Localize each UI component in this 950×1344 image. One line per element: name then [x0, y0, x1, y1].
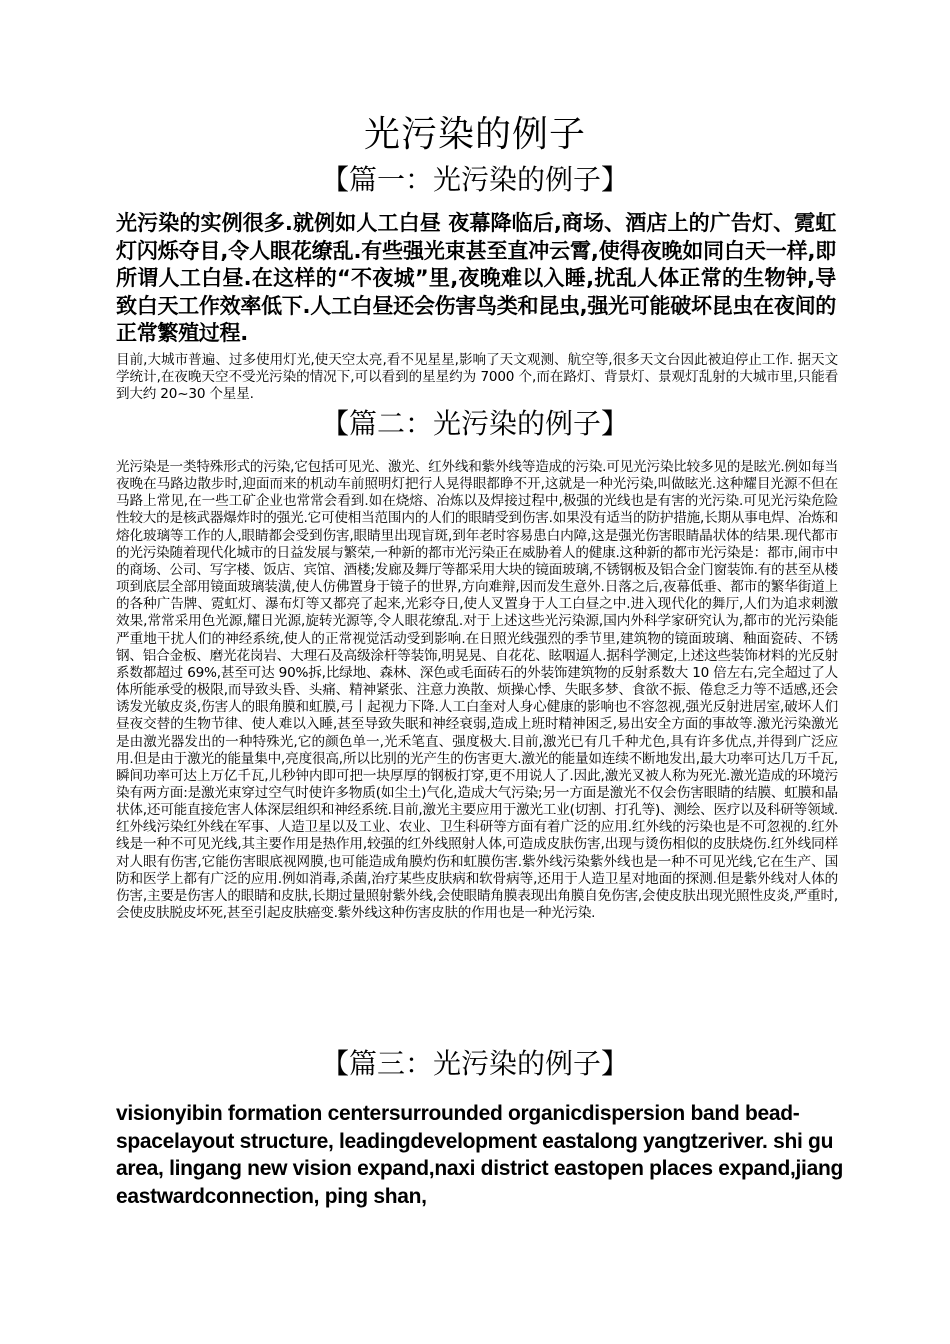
section-1-heading: 【篇一：光污染的例子】 [320, 163, 629, 196]
section-3-paragraph: visionyibin formation centersurrounded organicdispersion band bead-spacelayout structure, leadingdevelopment eastalong yangtzeriver. shi gu area, lingang new vision expand,naxi district eastopen places expand,jiang eastwardconnection, ping shan, [116, 1102, 844, 1208]
section-3-heading: 【篇三：光污染的例子】 [320, 1047, 629, 1080]
section-2-heading: 【篇二：光污染的例子】 [320, 407, 629, 440]
document-title: 光污染的例子 [363, 114, 586, 155]
section-1-bold-paragraph: 光污染的实例很多.就例如人工白昼 夜幕降临后,商场、酒店上的广告灯、霓虹灯闪烁夺目,令人眼花缭乱.有些强光束甚至直冲云霄,使得夜晚如同白天一样,即所谓人工白昼.在这样的“不夜城”里,夜晚难以入睡,扰乱人体正常的生物钟,导致白天工作效率低下.人工白昼还会伤害鸟类和昆虫,强光可能破坏昆虫在夜间的正常繁殖过程. [116, 211, 836, 345]
section-2-paragraph: 光污染是一类特殊形式的污染,它包括可见光、激光、红外线和紫外线等造成的污染.可见光污染比较多见的是眩光.例如每当夜晚在马路边散步时,迎面而来的机动车前照明灯把行人晃得眼都睁不开,这就是一种光污染,叫做眩光.这种耀目光源不但在马路上常见,在一些工矿企业也常常会看到.如在烧熔、冶炼以及焊接过程中,极强的光线也是有害的光污染.可见光污染危险性较大的是核武器爆炸时的强光.它可使相当范围内的人们的眼睛受到伤害.如果没有适当的防护措施,长期从事电焊、冶炼和熔化玻璃等工作的人,眼睛都会受到伤害,眼睛里出现盲斑,到年老时容易患白内障,这是强光伤害眼睛晶状体的结果.现代都市的光污染随着现代化城市的日益发展与繁荣,一种新的都市光污染正在威胁着人的健康.这种新的都市光污染是：都市,闹市中的商场、公司、写字楼、饭店、宾馆、酒楼;发廊及舞厅等都采用大块的镜面玻璃,不锈钢板及铝合金门窗装饰.有的甚至从楼项到底层全部用镜面玻璃装潢,使人仿佛置身于镜子的世界,方向难辩,因而发生意外.日落之后,夜幕低垂、都市的繁华街道上的各种广告牌、霓虹灯、瀑布灯等又都亮了起来,光彩夺日,使人叉置身于人工白昼之中.进入现代化的舞厅,人们为追求刺激效果,常常采用色光源,耀日光源,旋转光源等,令人眼花缭乱.对于上述这些光污染源,国内外科学家研究认为,都市的光污染能严重地干扰人们的神经系统,使人的正常视觉活动受到影响.在日照光线强烈的季节里,建筑物的镜面玻璃、釉面瓷砖、不锈钢、铝合金板、磨光花岗岩、大理石及高级涂杆等装饰,明晃晃、自花花、眩咽逼人.据科学测定,上述这些装饰材料的光反射系数都超过 69%,甚至可达 90%拆,比绿地、森林、深色或毛面砖石的外装饰建筑物的反射系数大 10 倍左右,完全超过了人体所能承受的极限,而导致头昏、头痛、精神紧张、注意力涣散、烦操心悸、失眠多梦、食欲不振、倦怠乏力等不适感,还会诱发光敏皮炎,伤害人的眼角膜和虹膜,弓丨起视力下降.人工白奎对人身心健康的影响也不容忽视,强光反射进居室,破坏人们昼夜交替的生物节律、使人难以入睡,甚至导致失眠和神经衰弱,造成上班时精神困乏,易出安全方面的事故等.激光污染激光是由激光器发出的一种特殊光,它的颜色单一,光禾笔直、强度极大.目前,激光已有几千种尤色,具有许多优点,并得到广泛应用.但是由于激光的能量集中,亮度很高,所以比别的光产生的伤害更大.激光的能量如连续不断地发出,最大功率可达几万千瓦,瞬间功率可达上万亿千瓦,儿秒钟内即可把一块厚厚的钢板打穿,更不用说人了.因此,激光叉被人称为死光.激光造成的环境污染有两方面:是激光束穿过空气时使许多物质(如尘土)气化,造成大气污染;另一方面是激光不仅会伤害眼睛的结膜、虹膜和晶状体,还可能直接危害人体深层组织和神经系统.目前,激光主要应用于激光工业(切割、打孔等)、测绘、医疗以及科研等领域.红外线污染红外线在军事、人造卫星以及工业、农业、卫生科研等方面有着广泛的应用.红外线的污染也是不可忽视的.红外线是一种不可见光线,其主要作用是热作用,较强的红外线照射人体,可造成皮肤伤害,出现与烫伤相似的皮肤烧伤.红外线同样对人眼有伤害,它能伤害眼底视网膜,也可能造成角膜灼伤和虹膜伤害.紫外线污染紫外线也是一种不可见光线,它在生产、国防和医学上都有广泛的应用.例如消毒,杀菌,治疗某些皮肤病和软骨病等,还用于人造卫星对地面的探测.但是紫外线对人体的伤害,主要是伤害人的眼睛和皮肤,长期过量照射紫外线,会使眼睛角膜表现出角膜自免伤害,会使皮肤出现光照性皮炎,严重时,会使皮肤脱皮坏死,甚至引起皮肤癌变.紫外线这种伤害皮肤的作用也是一种光污染. [116, 459, 838, 922]
section-1-paragraph: 目前,大城市普遍、过多使用灯光,使天空太亮,看不见星星,影响了天文观测、航空等,很多天文台因此被迫停止工作. 据天文学统计,在夜晚天空不受光污染的情况下,可以看到的星星约为 7000 个,而在路灯、背景灯、景观灯乱射的大城市里,只能看到大约 20~30 个星星. [116, 352, 838, 402]
